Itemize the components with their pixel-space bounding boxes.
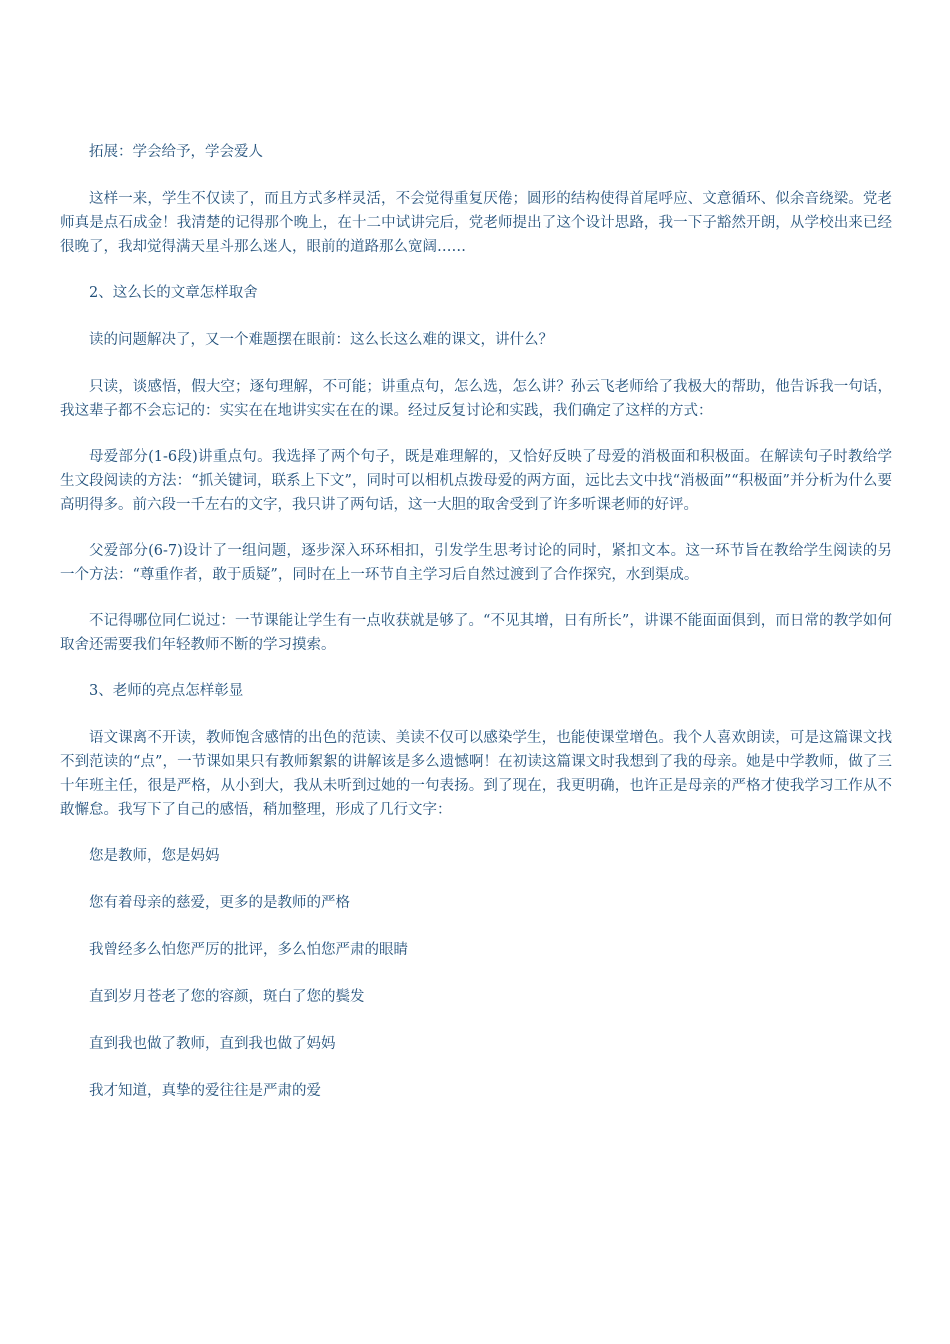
document-page — [60, 140, 892, 1126]
section-heading-3: 3、老师的亮点怎样彰显 — [89, 683, 244, 699]
paragraph-question: 读的问题解决了，又一个难题摆在眼前：这么长这么难的课文，讲什么？ — [89, 332, 553, 348]
paragraph-mother-love: 母爱部分(1-6段)讲重点句。我选择了两个句子，既是难理解的，又恰好反映了母爱的消极面和积极面。在解读句子时教给学生文段阅读的方法：“抓关键词，联系上下文”，同时可以相机点拨母爱的两方面，远比去文中找“消极面”“积极面”并分析为什么要高明得多。前六段一千左右的文字，我只讲了两句话，这一大胆的取舍受到了许多听课老师的好评。 — [60, 449, 892, 513]
poem-line-1: 您是教师，您是妈妈 — [89, 848, 220, 864]
poem-line-4: 直到岁月苍老了您的容颜，斑白了您的鬓发 — [89, 989, 365, 1005]
paragraph-extension: 拓展：学会给予，学会爱人 — [89, 144, 263, 160]
poem-line-3: 我曾经多么怕您严厉的批评，多么怕您严肃的眼睛 — [89, 942, 408, 958]
paragraph-model-reading: 语文课离不开读，教师饱含感情的出色的范读、美读不仅可以感染学生，也能使课堂增色。我个人喜欢朗读，可是这篇课文找不到范读的“点”，一节课如果只有教师絮絮的讲解该是多么遗憾啊！在初读这篇课文时我想到了我的母亲。她是中学教师，做了三十年班主任，很是严格，从小到大，我从未听到过她的一句表扬。到了现在，我更明确，也许正是母亲的严格才使我学习工作从不敢懈怠。我写下了自己的感悟，稍加整理，形成了几行文字： — [60, 730, 892, 818]
section-heading-2: 2、这么长的文章怎样取舍 — [89, 285, 258, 301]
paragraph-reading-method: 这样一来，学生不仅读了，而且方式多样灵活，不会觉得重复厌倦；圆形的结构使得首尾呼应、文意循环、似余音绕梁。党老师真是点石成金！我清楚的记得那个晚上，在十二中试讲完后，党老师提出了这个设计思路，我一下子豁然开朗，从学校出来已经很晚了，我却觉得满天星斗那么迷人，眼前的道路那么宽阔…… — [60, 191, 892, 255]
poem-line-2: 您有着母亲的慈爱，更多的是教师的严格 — [89, 895, 350, 911]
poem-line-5: 直到我也做了教师，直到我也做了妈妈 — [89, 1036, 336, 1052]
poem-line-6: 我才知道，真挚的爱往往是严肃的爱 — [89, 1083, 321, 1099]
paragraph-approach: 只读，谈感悟，假大空；逐句理解，不可能；讲重点句，怎么选，怎么讲？孙云飞老师给了我极大的帮助，他告诉我一句话，我这辈子都不会忘记的：实实在在地讲实实在在的课。经过反复讨论和实践，我们确定了这样的方式： — [60, 379, 892, 419]
paragraph-choices: 不记得哪位同仁说过：一节课能让学生有一点收获就是够了。“不见其增，日有所长”，讲课不能面面俱到，而日常的教学如何取舍还需要我们年轻教师不断的学习摸索。 — [60, 613, 892, 653]
paragraph-father-love: 父爱部分(6-7)设计了一组问题，逐步深入环环相扣，引发学生思考讨论的同时，紧扣文本。这一环节旨在教给学生阅读的另一个方法：“尊重作者，敢于质疑”，同时在上一环节自主学习后自然过渡到了合作探究，水到渠成。 — [60, 543, 892, 583]
